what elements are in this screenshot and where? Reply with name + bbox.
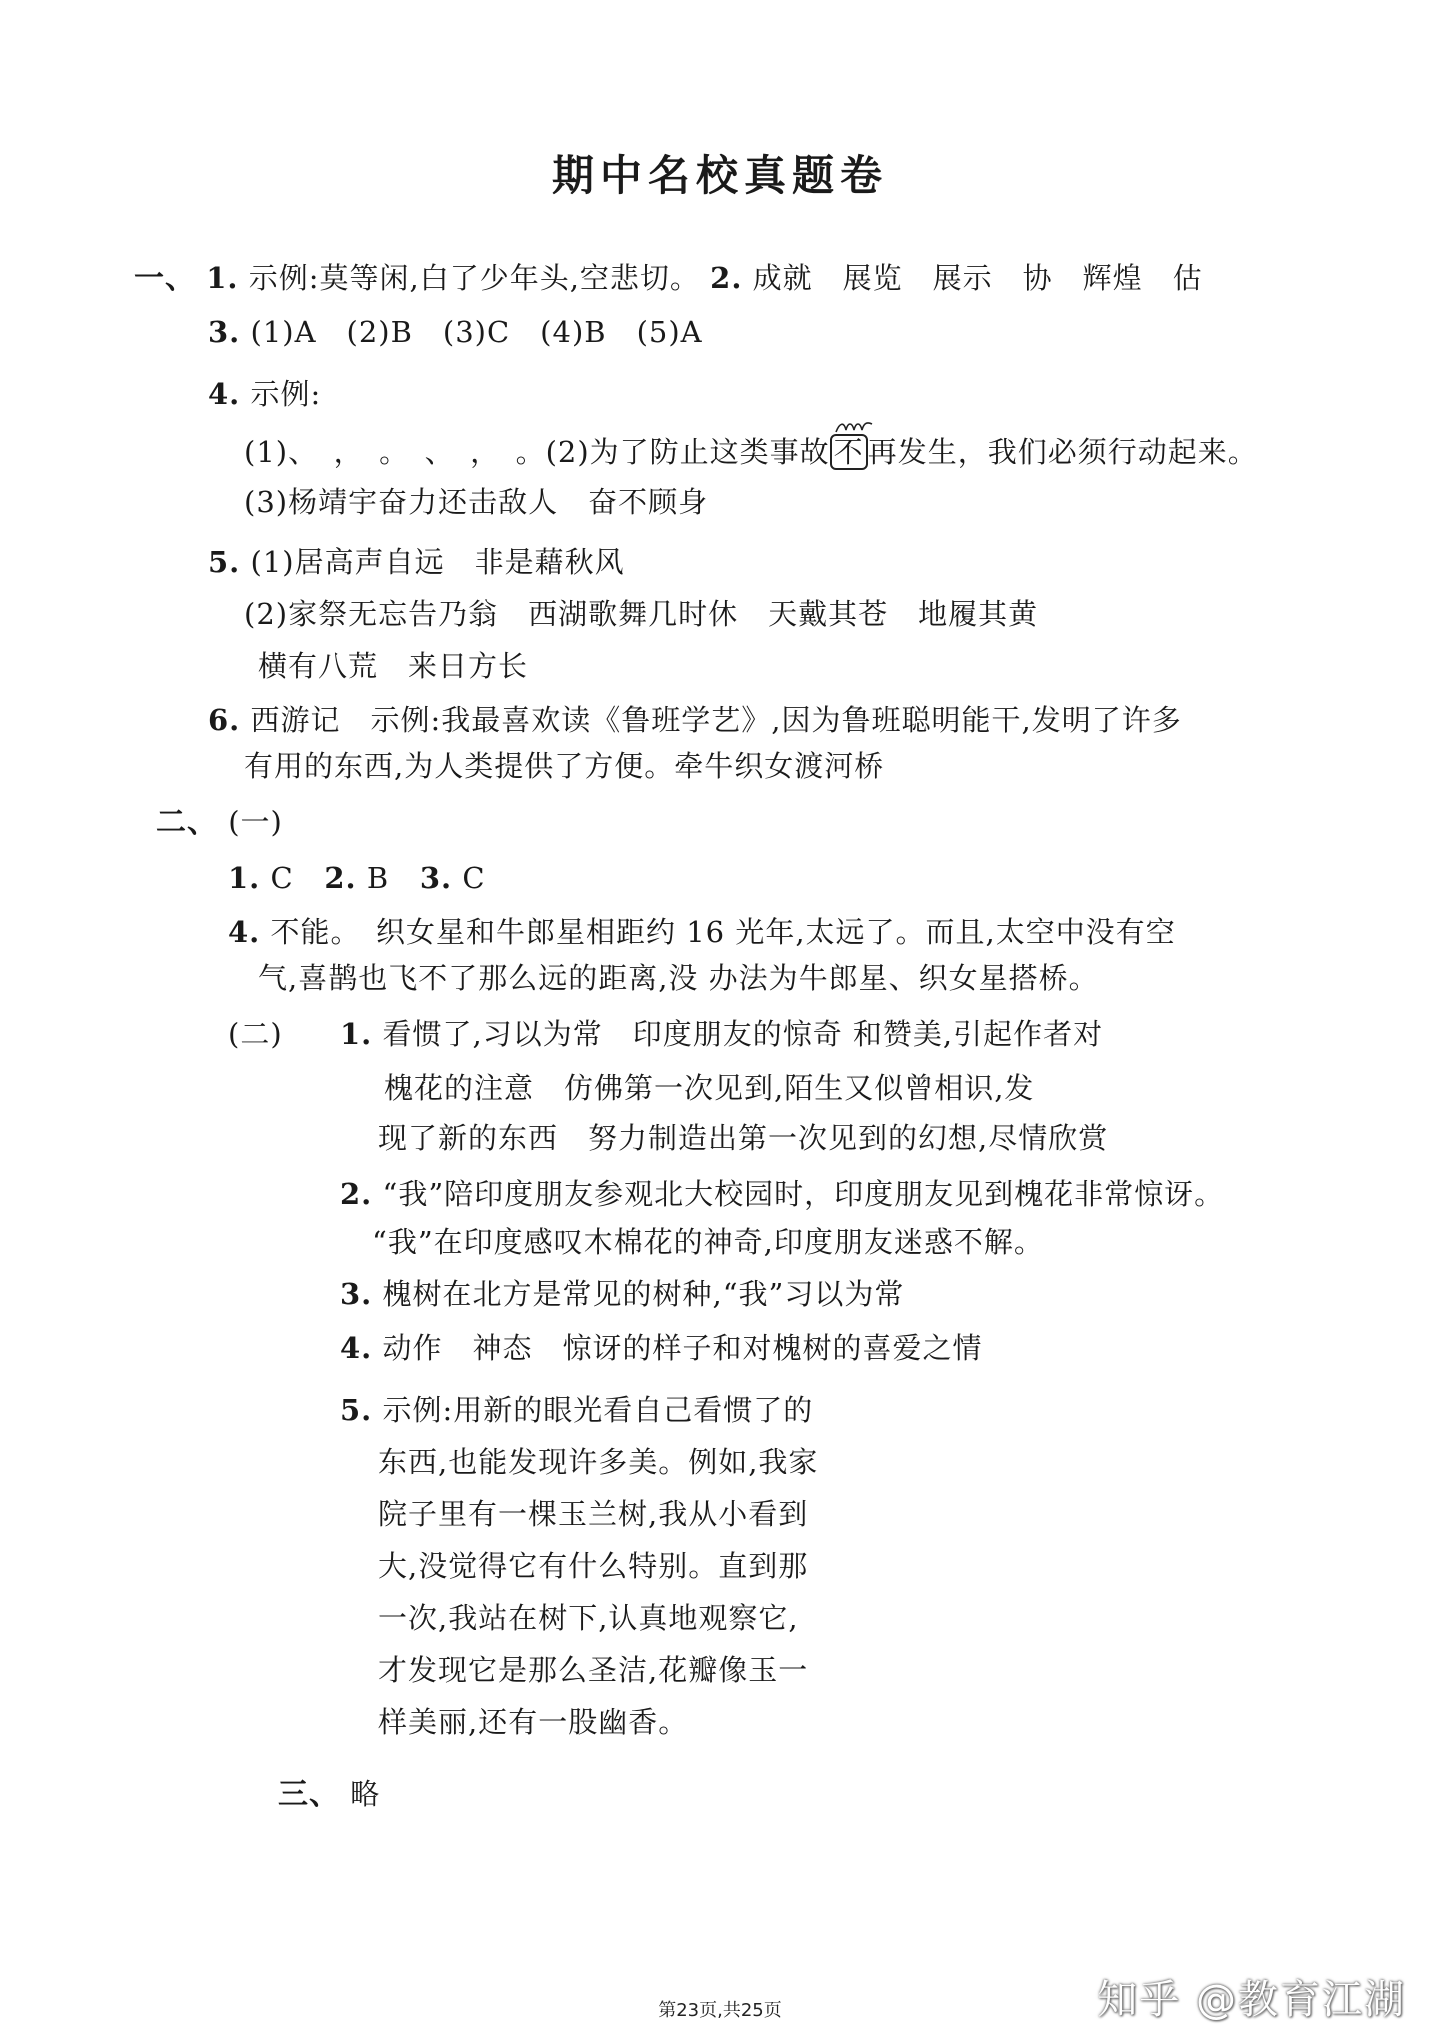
section-3-line <box>278 1774 380 1815</box>
b1-number: 1. <box>340 1017 373 1051</box>
a4-line-2: 气,喜鹊也飞不了那么远的距离,没 办法为牛郎星、织女星搭桥。 <box>258 961 1099 995</box>
q4-number: 4. <box>208 377 241 411</box>
a2-answer: B <box>366 861 390 895</box>
q6-line-2: 有用的东西,为人类提供了方便。牵牛织女渡河桥 <box>244 749 885 783</box>
a4-line-1 <box>228 912 1176 952</box>
boxed-character: 不 <box>830 434 868 470</box>
b2-answer-1: “我”陪印度朋友参观北大校园时，印度朋友见到槐花非常惊讶。 <box>382 1177 1225 1211</box>
b2-number: 2. <box>340 1177 373 1211</box>
section-3-answer: 略 <box>350 1777 381 1811</box>
q6-number: 6. <box>208 703 241 737</box>
q4-answer-line-2: (3)杨靖宇奋力还击敌人 奋不顾身 <box>244 485 709 519</box>
q3-number: 3. <box>208 315 241 349</box>
q2-answer: 成就 展览 展示 协 辉煌 估 <box>752 261 1203 295</box>
q3-line <box>208 312 703 352</box>
q4-intro: 示例: <box>250 377 322 411</box>
insertion-mark-icon <box>834 418 874 436</box>
b2-line-1 <box>340 1174 1224 1214</box>
part-2-label: (二) <box>228 1017 283 1051</box>
b2-line-2: “我”在印度感叹木棉花的神奇,印度朋友迷惑不解。 <box>372 1225 1044 1259</box>
b5-line-4: 大,没觉得它有什么特别。直到那 <box>378 1549 809 1583</box>
b1-line-2: 槐花的注意 仿佛第一次见到,陌生又似曾相识,发 <box>384 1071 1035 1105</box>
q4-line <box>208 374 321 414</box>
section-2-label: 二、 <box>156 805 218 840</box>
q2-number: 2. <box>710 261 743 295</box>
a3-answer: C <box>462 861 486 895</box>
q5-number: 5. <box>208 545 241 579</box>
a3-number: 3. <box>419 861 453 895</box>
b5-line-5: 一次,我站在树下,认真地观察它, <box>378 1601 799 1635</box>
q6-answer-1: 西游记 示例:我最喜欢读《鲁班学艺》,因为鲁班聪明能干,发明了许多 <box>250 703 1182 737</box>
section-2-header <box>156 802 283 843</box>
b5-number: 5. <box>340 1393 373 1427</box>
section-1-line-1 <box>134 258 1203 299</box>
page-number: 第23页,共25页 <box>658 2000 782 2021</box>
q5-answer-1: (1)居高声自远 非是藉秋风 <box>250 545 625 579</box>
watermark: 知乎 @教育江湖 <box>1097 1977 1406 2023</box>
b1-line-1 <box>340 1014 1103 1054</box>
b4-answer: 动作 神态 惊讶的样子和对槐树的喜爱之情 <box>382 1331 983 1365</box>
q4-answer-part-b: 再发生，我们必须行动起来。 <box>867 435 1258 469</box>
b5-answer-1: 示例:用新的眼光看自己看惯了的 <box>382 1393 814 1427</box>
b3-line <box>340 1274 904 1314</box>
part-1-answers-1-3 <box>228 858 486 898</box>
b5-line-3: 院子里有一棵玉兰树,我从小看到 <box>378 1497 809 1531</box>
q6-line-1 <box>208 700 1182 740</box>
page-title: 期中名校真题卷 <box>551 151 888 200</box>
q5-line-3: 横有八荒 来日方长 <box>258 649 529 683</box>
q5-line-1 <box>208 542 625 582</box>
b1-line-3: 现了新的东西 努力制造出第一次见到的幻想,尽情欣赏 <box>378 1121 1109 1155</box>
a1-answer: C <box>270 861 294 895</box>
a1-number: 1. <box>228 861 261 895</box>
q1-number: 1. <box>206 261 239 295</box>
part-1-label: (一) <box>228 805 283 839</box>
b5-line-6: 才发现它是那么圣洁,花瓣像玉一 <box>378 1653 809 1687</box>
b1-answer-1: 看惯了,习以为常 印度朋友的惊奇 和赞美,引起作者对 <box>382 1017 1104 1051</box>
b5-line-2: 东西,也能发现许多美。例如,我家 <box>378 1445 819 1479</box>
section-3-label: 三、 <box>278 1777 340 1812</box>
b4-number: 4. <box>340 1331 373 1365</box>
b3-number: 3. <box>340 1277 373 1311</box>
q1-answer: 示例:莫等闲,白了少年头,空悲切。 <box>248 261 700 295</box>
b5-line-7: 样美丽,还有一股幽香。 <box>378 1705 689 1739</box>
a2-number: 2. <box>324 861 357 895</box>
q3-answer: (1)A (2)B (3)C (4)B (5)A <box>250 315 703 349</box>
b4-line <box>340 1328 983 1368</box>
q5-line-2: (2)家祭无忘告乃翁 西湖歌舞几时休 天戴其苍 地履其黄 <box>244 597 1039 631</box>
a4-answer-1: 不能。 织女星和牛郎星相距约 16 光年,太远了。而且,太空中没有空 <box>270 915 1176 949</box>
q4-answer-line-1 <box>244 432 1258 472</box>
b5-line-1 <box>340 1390 813 1430</box>
b3-answer: 槐树在北方是常见的树种,“我”习以为常 <box>382 1277 905 1311</box>
section-1-label: 一、 <box>134 261 196 296</box>
a4-number: 4. <box>228 915 261 949</box>
q4-answer-part-a: (1)、 ， 。 、 ， 。(2)为了防止这类事故 <box>244 435 830 469</box>
